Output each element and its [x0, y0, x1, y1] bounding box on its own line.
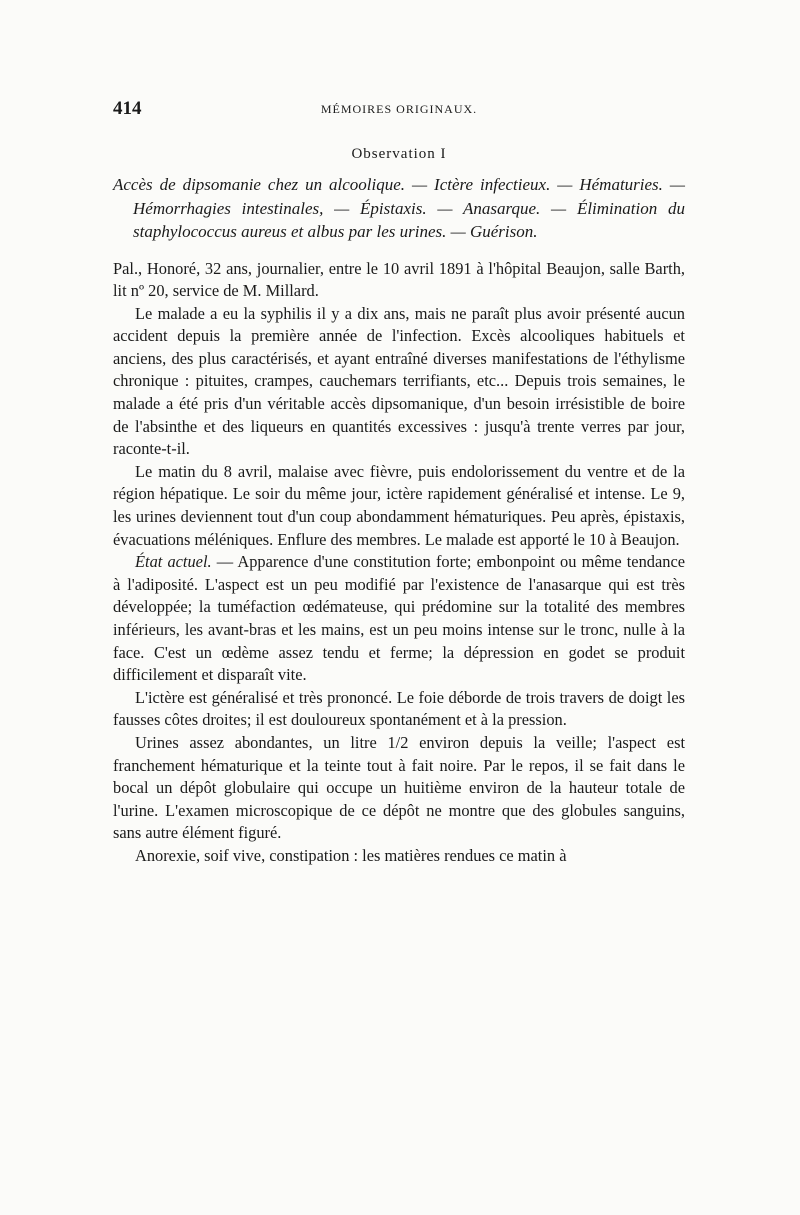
etat-actuel-label: État actuel. [135, 552, 212, 572]
running-head [113, 98, 685, 124]
etat-actuel-text: — Apparence d'une constitution forte; embonpoint ou même tendance à l'adiposité. L'aspect est un peu modifié par l'existence de l'anasarque qui est très développée; la tuméfaction œdémateuse, qui prédomine sur la totalité des membres inférieurs, les avant-bras et les mains, est un peu moins intense sur le tronc, nulle à la face. C'est un œdème assez tendu et ferme; la dépression en godet se produit difficilement et disparaît vite. [113, 552, 685, 685]
paragraph-history: Le malade a eu la syphilis il y a dix ans, mais ne paraît plus avoir présenté aucun accident depuis la première année de l'infection. Excès alcooliques habituels et anciens, des plus caractérisés, et ayant entraîné diverses manifestations de l'éthylisme chronique : pituites, crampes, cauchemars terrifiants, etc... Depuis trois semaines, le malade a été pris d'un véritable accès dipsomanique, d'un besoin irrésistible de boire de l'absinthe et des liqueurs en quantités excessives : jusqu'à trente verres par jour, raconte-t-il. [113, 303, 685, 459]
paragraph-etat-actuel [113, 551, 685, 687]
observation-title: Observation I [351, 146, 447, 162]
paragraph-anorexie: Anorexie, soif vive, constipation : les matières rendues ce matin à [135, 845, 567, 865]
running-title: MÉMOIRES ORIGINAUX. [320, 102, 478, 116]
paragraph-patient-intro: Pal., Honoré, 32 ans, journalier, entre le 10 avril 1891 à l'hôpital Beaujon, salle Barth, lit nº 20, service de M. Millard. [113, 258, 685, 301]
paragraph-urines: Urines assez abondantes, un litre 1/2 environ depuis la veille; l'aspect est franchement hématurique et la teinte tout à fait noire. Par le repos, il se fait dans le bocal un dépôt globulaire qui occupe un huitième environ de la hauteur totale de l'urine. L'examen microscopique de ce dépôt ne montre que des globules sanguins, sans autre élément figuré. [113, 732, 685, 843]
paragraph-onset: Le matin du 8 avril, malaise avec fièvre, puis endolorissement du ventre et de la région hépatique. Le soir du même jour, ictère rapidement généralisé et intense. Le 9, les urines deviennent tout d'un coup abondamment hématuriques. Peu après, épistaxis, évacuations méléniques. Enflure des membres. Le malade est apporté le 10 à Beaujon. [113, 461, 685, 549]
observation-abstract: Accès de dipsomanie chez un alcoolique. — Ictère infectieux. — Hématuries. — Hémorrhagies intestinales, — Épistaxis. — Anasarque. — Élimination du staphylococcus aureus et albus par les urines. — Guérison. [113, 175, 685, 241]
paragraph-ictere: L'ictère est généralisé et très prononcé. Le foie déborde de trois travers de doigt les fausses côtes droites; il est douloureux spontanément et à la pression. [113, 687, 685, 730]
page-number: 414 [113, 98, 142, 119]
book-page [113, 98, 685, 868]
